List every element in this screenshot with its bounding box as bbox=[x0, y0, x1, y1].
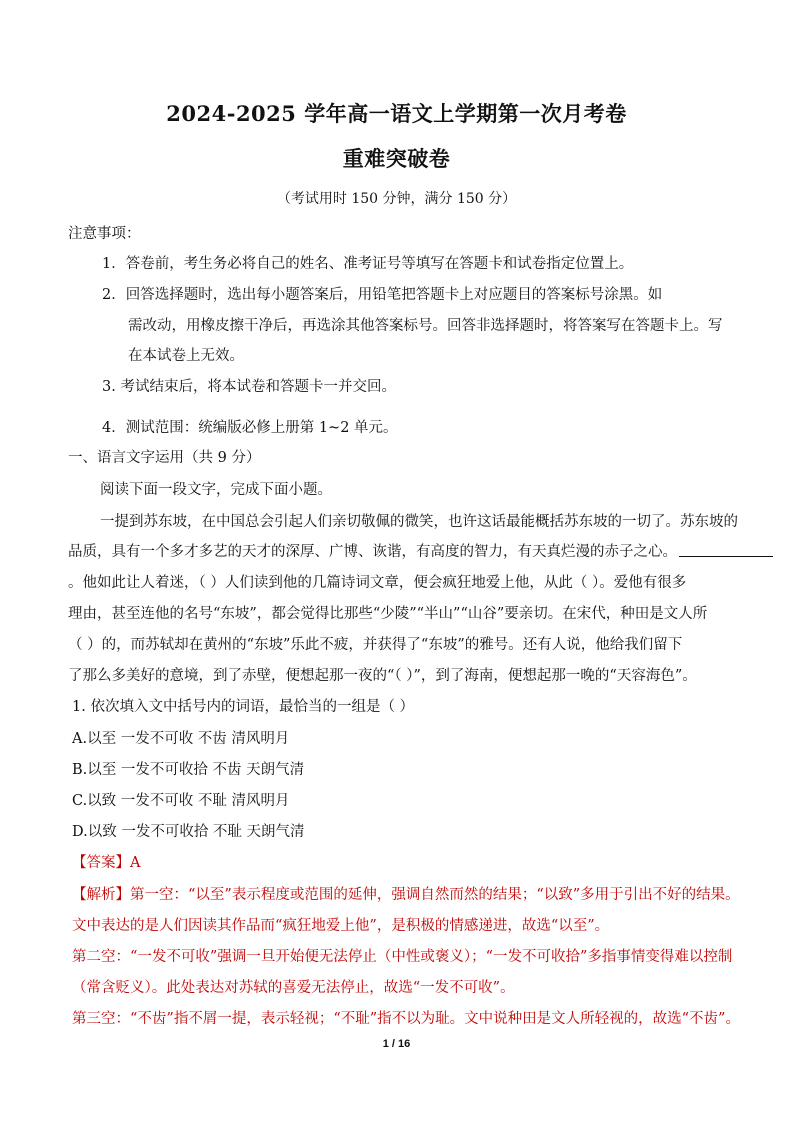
passage-line-4: 理由，甚至连他的名号“东坡”，都会觉得比那些“少陵”“半山”“山谷”要亲切。在宋代，种田是文人所 bbox=[68, 606, 708, 622]
passage-line-2-text: 品质，具有一个多才多艺的天才的深厚、广博、诙谐，有高度的智力，有天真烂漫的赤子之心。 bbox=[68, 544, 677, 560]
option-c: C.以致 一发不可收 不耻 清风明月 bbox=[72, 793, 290, 809]
passage-line-6: 了那么多美好的意境，到了赤壁，便想起那一夜的“（ ）”，到了海南，便想起那一晚的“天容海色”。 bbox=[68, 668, 697, 684]
page-number: 1 / 16 bbox=[382, 1038, 411, 1050]
notice-item-4: 4．测试范围：统编版必修上册第 1~2 单元。 bbox=[102, 420, 398, 436]
option-a: A.以至 一发不可收 不齿 清风明月 bbox=[72, 731, 290, 747]
option-d: D.以致 一发不可收拾 不耻 天朗气清 bbox=[72, 824, 305, 840]
passage-line-1: 一提到苏东坡，在中国总会引起人们亲切敬佩的微笑，也许这话最能概括苏东坡的一切了。苏东坡的 bbox=[100, 514, 738, 530]
reading-instruction: 阅读下面一段文字，完成下面小题。 bbox=[100, 482, 332, 498]
exam-subtitle: 重难突破卷 bbox=[342, 146, 451, 171]
exam-title: 2024-2025 学年高一语文上学期第一次月考卷 bbox=[166, 101, 627, 126]
answer-label: 【答案】A bbox=[72, 855, 141, 871]
analysis-line-5: 第三空：“不齿”指不屑一提，表示轻视；“不耻”指不以为耻。文中说种田是文人所轻视的，故选“不齿”。 bbox=[72, 1011, 740, 1027]
option-b: B.以至 一发不可收拾 不齿 天朗气清 bbox=[72, 762, 305, 778]
exam-info: （考试用时 150 分钟，满分 150 分） bbox=[276, 191, 517, 207]
notice-item-2-line-3: 在本试卷上无效。 bbox=[128, 348, 244, 364]
analysis-line-2: 文中表达的是人们因读其作品而“疯狂地爱上他”，是积极的情感递进，故选“以至”。 bbox=[72, 918, 610, 934]
notice-item-2-line-1: 2．回答选择题时，选出每小题答案后，用铅笔把答题卡上对应题目的答案标号涂黑。如 bbox=[102, 287, 663, 303]
fill-in-blank bbox=[679, 542, 773, 557]
question-1: 1. 依次填入文中括号内的词语，最恰当的一组是（ ） bbox=[72, 699, 415, 715]
notice-item-1: 1．答卷前，考生务必将自己的姓名、准考证号等填写在答题卡和试卷指定位置上。 bbox=[102, 256, 634, 272]
passage-line-2 bbox=[68, 542, 773, 562]
notice-item-2-line-2: 需改动，用橡皮擦干净后，再选涂其他答案标号。回答非选择题时，将答案写在答题卡上。写 bbox=[128, 318, 723, 334]
notice-item-3: 3. 考试结束后，将本试卷和答题卡一并交回。 bbox=[102, 379, 396, 395]
section-heading: 一、语言文字运用（共 9 分） bbox=[68, 450, 261, 466]
passage-line-5: （ ）的，而苏轼却在黄州的“东坡”乐此不疲，并获得了“东坡”的雅号。还有人说，他给我们留下 bbox=[68, 637, 683, 653]
analysis-line-3: 第二空：“一发不可收”强调一旦开始便无法停止（中性或褒义）；“一发不可收拾”多指事情变得难以控制 bbox=[72, 949, 733, 965]
analysis-line-1: 【解析】第一空：“以至”表示程度或范围的延伸，强调自然而然的结果；“以致”多用于引出不好的结果。 bbox=[72, 887, 740, 903]
notice-heading: 注意事项： bbox=[68, 226, 141, 242]
passage-line-3: 。他如此让人着迷，（ ）人们读到他的几篇诗词文章，便会疯狂地爱上他，从此（ ）。爱他有很多 bbox=[68, 575, 687, 591]
analysis-line-4: （常含贬义）。此处表达对苏轼的喜爱无法停止，故选“一发不可收”。 bbox=[72, 980, 515, 996]
